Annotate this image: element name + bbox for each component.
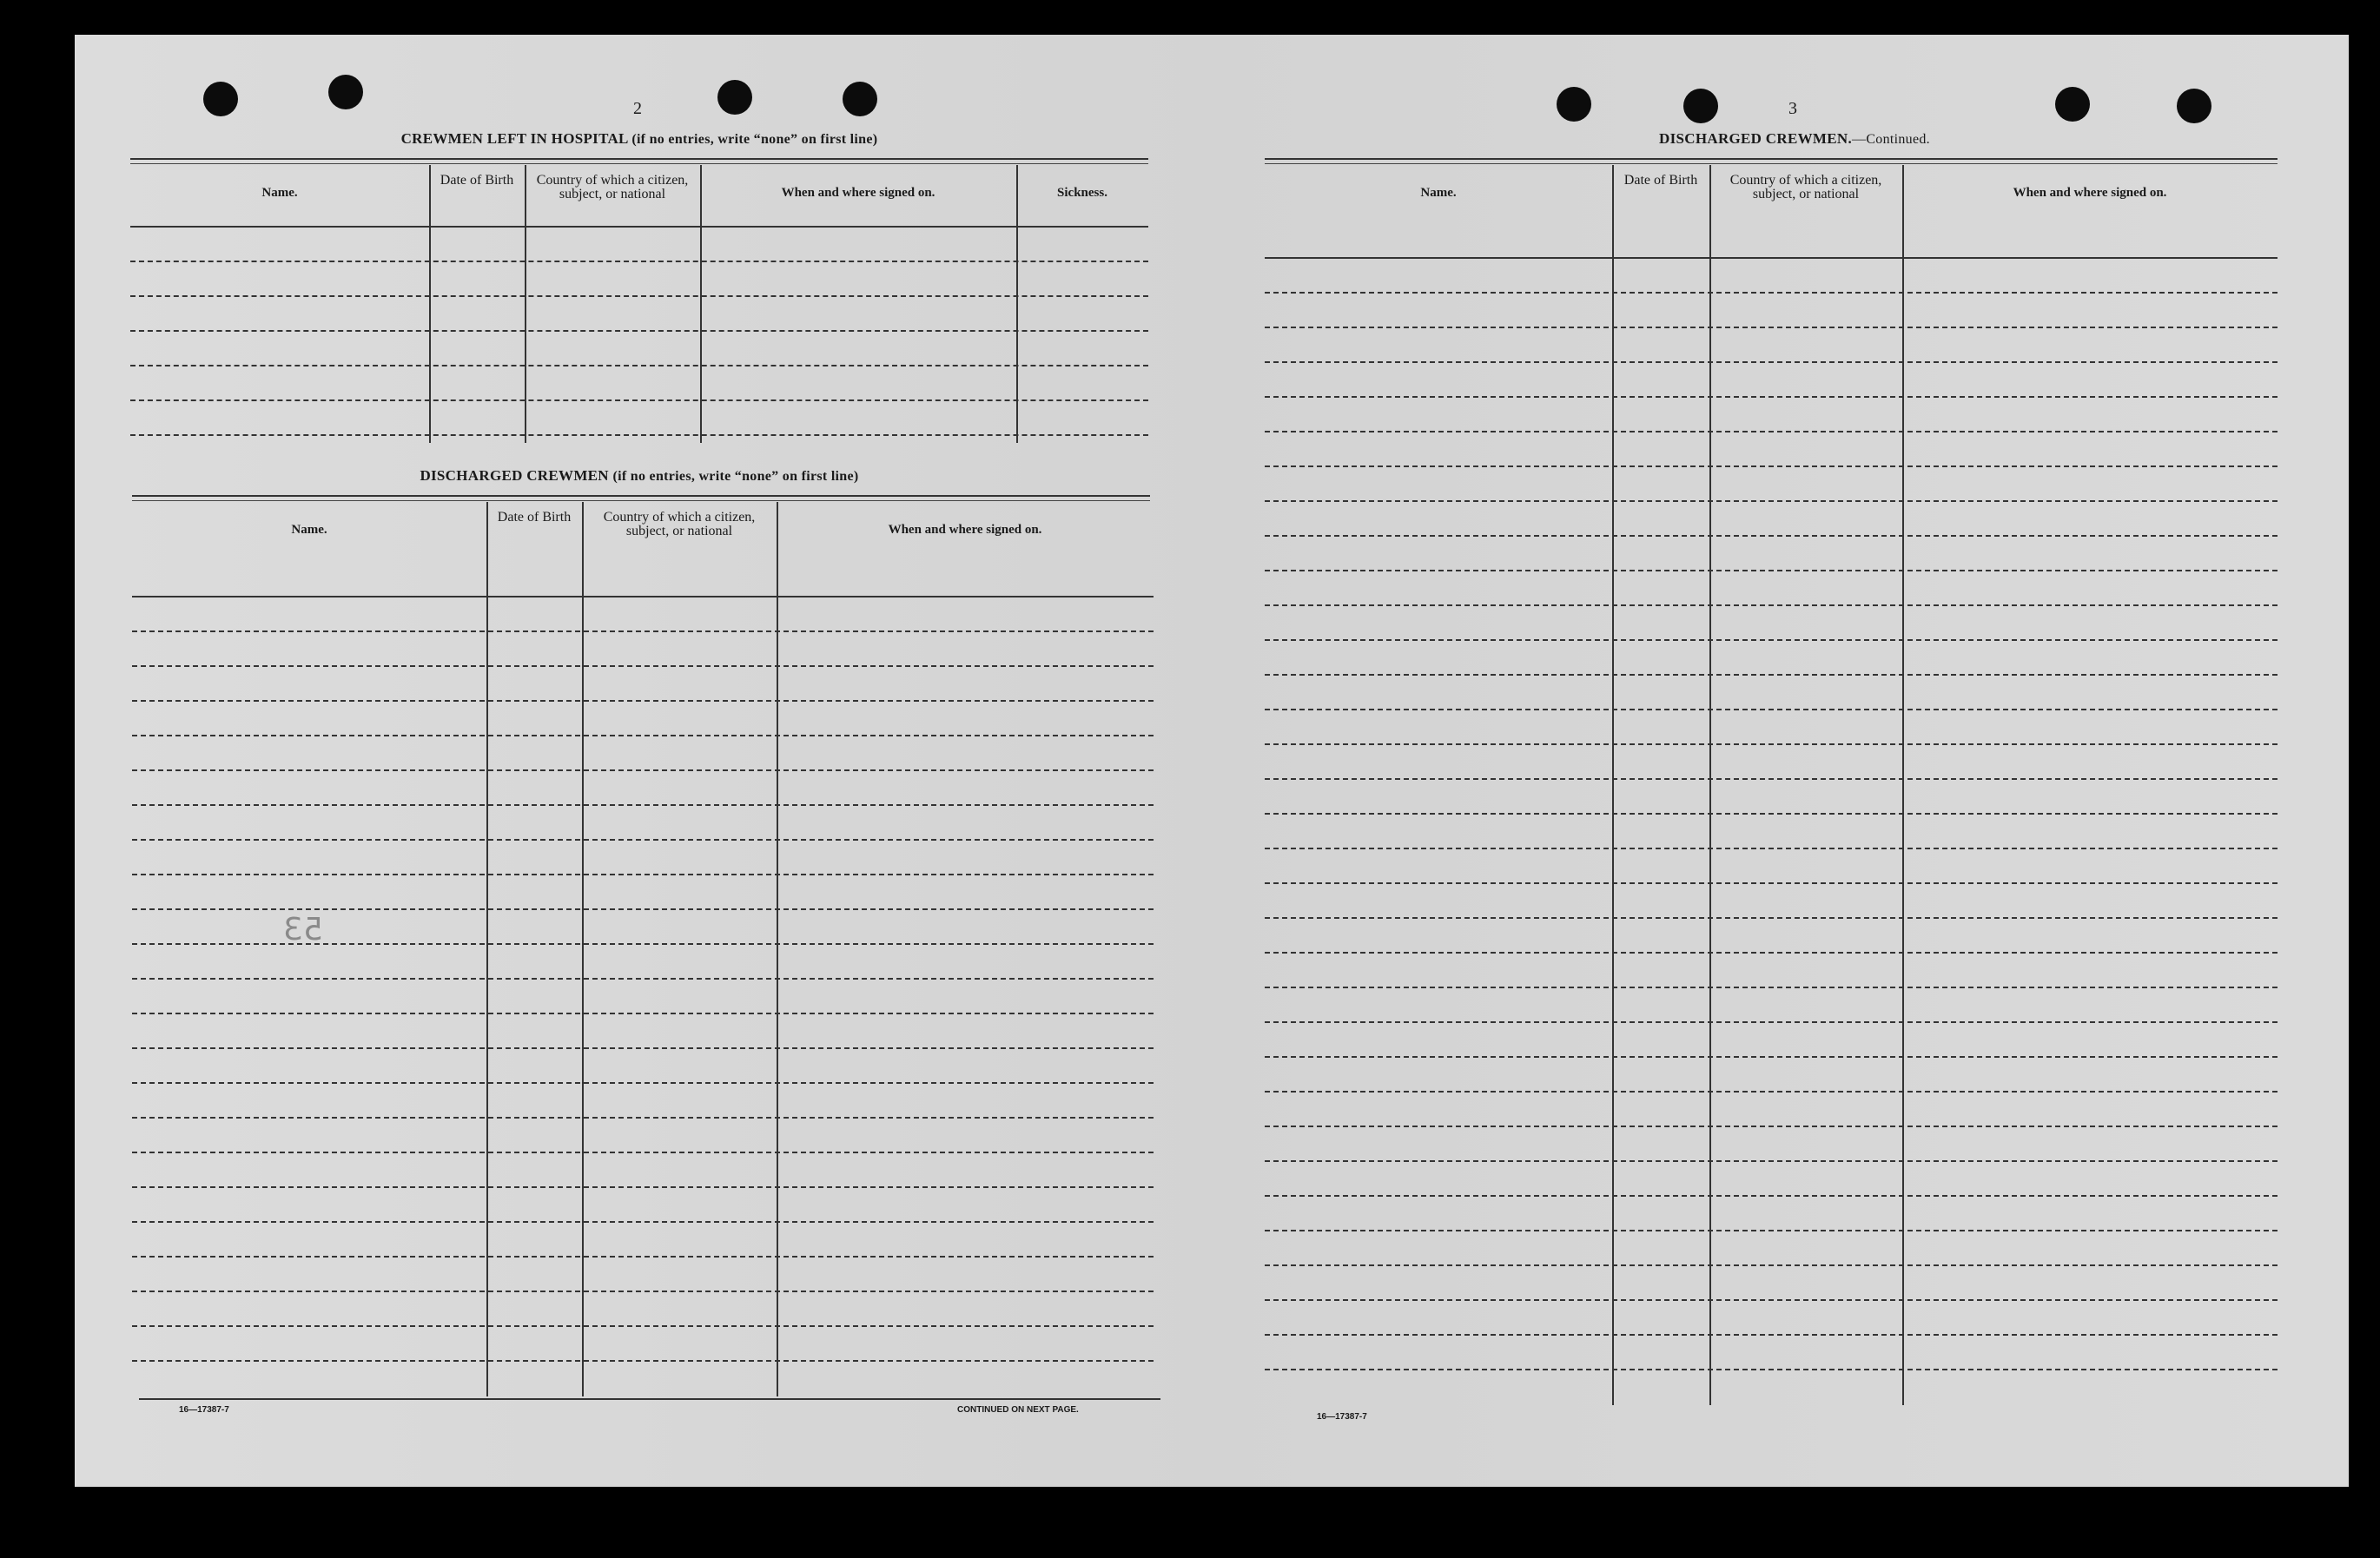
entry-line[interactable] xyxy=(1265,535,2278,537)
column-rule xyxy=(1902,165,1904,1405)
entry-line[interactable] xyxy=(1265,1056,2278,1058)
entry-line[interactable] xyxy=(1265,882,2278,884)
form-number: 16—17387-7 xyxy=(1317,1412,1367,1422)
entry-line[interactable] xyxy=(1265,987,2278,988)
column-header: Name. xyxy=(261,186,298,200)
column-header: Country of which a citizen, subject, or national xyxy=(1729,173,1882,201)
entry-line[interactable] xyxy=(1265,709,2278,710)
page-stamp: 53 xyxy=(283,912,323,947)
column-header: Name. xyxy=(291,523,327,537)
entry-line[interactable] xyxy=(132,1013,1154,1014)
rule xyxy=(1265,158,2278,160)
discharged-table xyxy=(1265,165,2278,1405)
entry-line[interactable] xyxy=(132,1360,1154,1362)
column-rule xyxy=(1709,165,1711,1405)
entry-line[interactable] xyxy=(1265,639,2278,641)
entry-line[interactable] xyxy=(1265,674,2278,676)
discharged-title-text: DISCHARGED CREWMEN xyxy=(420,467,609,484)
column-rule xyxy=(486,502,488,1396)
column-header: Country of which a citizen, subject, or national xyxy=(603,510,756,538)
entry-line[interactable] xyxy=(130,399,1148,401)
entry-line[interactable] xyxy=(1265,743,2278,745)
entry-line[interactable] xyxy=(132,1325,1154,1327)
entry-line[interactable] xyxy=(132,839,1154,841)
entry-line[interactable] xyxy=(132,1082,1154,1084)
column-rule xyxy=(1612,165,1614,1405)
entry-line[interactable] xyxy=(1265,1369,2278,1370)
rule xyxy=(132,495,1150,497)
discharged-table xyxy=(132,502,1154,1396)
right-page xyxy=(1221,35,2349,1487)
page-number: 2 xyxy=(633,99,642,118)
discharged-title-note: (if no entries, write “none” on first line) xyxy=(612,469,859,484)
entry-line[interactable] xyxy=(1265,813,2278,815)
entry-line[interactable] xyxy=(132,908,1154,910)
entry-line[interactable] xyxy=(1265,1264,2278,1266)
entry-line[interactable] xyxy=(130,261,1148,262)
entry-line[interactable] xyxy=(1265,1160,2278,1162)
hospital-title-text: CREWMEN LEFT IN HOSPITAL xyxy=(400,130,628,147)
entry-line[interactable] xyxy=(132,769,1154,771)
column-rule xyxy=(777,502,778,1396)
column-header: Date of Birth xyxy=(440,173,514,188)
entry-line[interactable] xyxy=(1265,848,2278,849)
hospital-title-note: (if no entries, write “none” on first line) xyxy=(631,132,878,147)
discharged-continued-title xyxy=(1360,130,2229,148)
column-header: Name. xyxy=(1420,186,1457,200)
entry-line[interactable] xyxy=(1265,1299,2278,1301)
entry-line[interactable] xyxy=(132,1256,1154,1258)
column-header: Country of which a citizen, subject, or national xyxy=(536,173,689,201)
column-rule xyxy=(429,165,431,443)
rule xyxy=(139,1398,1160,1400)
entry-line[interactable] xyxy=(130,295,1148,297)
entry-line[interactable] xyxy=(1265,327,2278,328)
entry-line[interactable] xyxy=(1265,396,2278,398)
entry-line[interactable] xyxy=(132,665,1154,667)
discharged-continued-text: DISCHARGED CREWMEN. xyxy=(1659,130,1853,147)
column-header: Date of Birth xyxy=(497,510,572,525)
entry-line[interactable] xyxy=(1265,1126,2278,1127)
entry-line[interactable] xyxy=(1265,1230,2278,1231)
entry-line[interactable] xyxy=(132,630,1154,632)
entry-line[interactable] xyxy=(132,1152,1154,1153)
header-rule xyxy=(132,596,1154,597)
column-rule xyxy=(525,165,526,443)
entry-line[interactable] xyxy=(1265,500,2278,502)
entry-line[interactable] xyxy=(132,1186,1154,1188)
rule xyxy=(130,158,1148,160)
entry-line[interactable] xyxy=(132,1117,1154,1119)
header-rule xyxy=(130,226,1148,228)
entry-line[interactable] xyxy=(132,735,1154,736)
column-header: When and where signed on. xyxy=(888,523,1042,537)
entry-line[interactable] xyxy=(1265,952,2278,954)
form-sheet xyxy=(75,35,2349,1487)
entry-line[interactable] xyxy=(1265,1334,2278,1336)
rule xyxy=(132,500,1150,501)
hospital-table xyxy=(130,165,1148,443)
entry-line[interactable] xyxy=(132,874,1154,875)
hospital-section-title xyxy=(205,130,1074,148)
column-rule xyxy=(582,502,584,1396)
rule xyxy=(130,163,1148,164)
page-number: 3 xyxy=(1788,99,1797,118)
entry-line[interactable] xyxy=(132,1221,1154,1223)
column-header: Sickness. xyxy=(1057,186,1107,200)
entry-line[interactable] xyxy=(132,804,1154,806)
entry-line[interactable] xyxy=(1265,292,2278,294)
entry-line[interactable] xyxy=(1265,778,2278,780)
entry-line[interactable] xyxy=(1265,361,2278,363)
entry-line[interactable] xyxy=(1265,604,2278,606)
entry-line[interactable] xyxy=(1265,431,2278,432)
column-header: When and where signed on. xyxy=(781,186,935,200)
form-number: 16—17387-7 xyxy=(179,1405,229,1415)
entry-line[interactable] xyxy=(1265,570,2278,571)
discharged-section-title xyxy=(214,467,1065,485)
entry-line[interactable] xyxy=(1265,1195,2278,1197)
entry-line[interactable] xyxy=(1265,1021,2278,1023)
column-header: Date of Birth xyxy=(1623,173,1698,188)
column-rule xyxy=(700,165,702,443)
entry-line[interactable] xyxy=(1265,465,2278,467)
continued-note: CONTINUED ON NEXT PAGE. xyxy=(957,1405,1079,1415)
entry-line[interactable] xyxy=(1265,917,2278,919)
rule xyxy=(1265,163,2278,164)
entry-line[interactable] xyxy=(132,1047,1154,1049)
header-rule xyxy=(1265,257,2278,259)
entry-line[interactable] xyxy=(132,700,1154,702)
left-page xyxy=(75,35,1221,1487)
entry-line[interactable] xyxy=(132,1291,1154,1292)
column-rule xyxy=(1016,165,1018,443)
column-header: When and where signed on. xyxy=(2013,186,2167,200)
entry-line[interactable] xyxy=(130,434,1148,436)
continued-suffix: —Continued. xyxy=(1852,132,1930,147)
entry-line[interactable] xyxy=(1265,1091,2278,1093)
entry-line[interactable] xyxy=(130,365,1148,366)
entry-line[interactable] xyxy=(130,330,1148,332)
entry-line[interactable] xyxy=(132,978,1154,980)
